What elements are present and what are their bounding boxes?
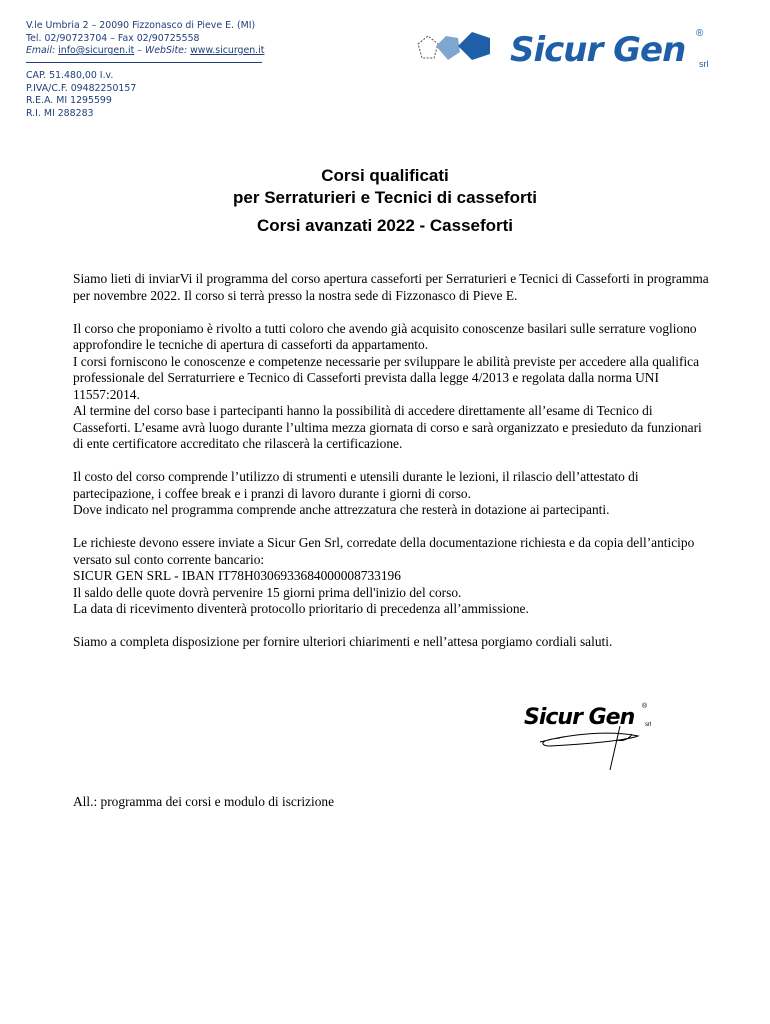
handwritten-signature-icon	[540, 726, 638, 770]
body-line: Siamo a completa disposizione per fornire ulteriori chiarimenti e nell’attesa porgiamo cordiali saluti.	[73, 634, 613, 649]
logo-wordmark: Sicur Gen	[510, 30, 686, 70]
ri-number: R.I. MI 288283	[26, 107, 94, 119]
logo-registered: ®	[696, 28, 704, 39]
stamp-registered: ®	[642, 703, 648, 710]
body-line: Dove indicato nel programma comprende anche attrezzatura che resterà in dotazione ai partecipanti.	[73, 502, 610, 517]
title-line-2: per Serraturieri e Tecnici di casseforti	[233, 188, 537, 207]
body-line: Il saldo delle quote dovrà pervenire 15 giorni prima dell'inizio del corso.	[73, 584, 462, 600]
iban-line: SICUR GEN SRL - IBAN IT78H0306933684000008733196	[73, 568, 401, 583]
attachment-note: All.: programma dei corsi e modulo di iscrizione	[73, 794, 335, 809]
title-line-3: Corsi avanzati 2022 - Casseforti	[256, 216, 514, 235]
email-web-line	[26, 45, 264, 58]
paragraph-course	[73, 321, 713, 453]
phone: Tel. 02/90723704 – Fax 02/90725558	[26, 32, 200, 44]
stamp-wordmark: Sicur Gen	[524, 705, 635, 730]
body-line: I corsi forniscono le conoscenze e competenze necessarie per sviluppare le abilità previste per accedere alla qualifica professionale del Serraturriere e Tecnico di Casseforti prevista dalla legge 4/2013 e regolata dalla norma UNI 11557:2014.	[73, 353, 700, 402]
body-line: Siamo lieti di inviarVi il programma del corso apertura casseforti per Serraturieri e Tecnici di Casseforti in programma per novembre 2022. Il corso si terrà presso la nostra sede di Fizzonasco di Pieve E.	[73, 271, 709, 303]
letter-body	[73, 271, 713, 667]
letterhead-contact	[26, 20, 264, 58]
email-link[interactable]: info@sicurgen.it	[58, 45, 135, 56]
capital: CAP. 51.480,00 I.v.	[26, 70, 114, 81]
vat-number: P.IVA/C.F. 09482250157	[26, 82, 137, 94]
body-line: Al termine del corso base i partecipanti hanno la possibilità di accedere direttamente all’esame di Tecnico di Casseforti. L’esame avrà luogo durante l’ultima mezza giornata di corso e sarà organizzato e presieduto da funzionari di ente certificatore accreditato che rilascerà la certificazione.	[73, 403, 702, 451]
logo-pentagon-dark-icon	[458, 32, 490, 60]
body-line: Il corso che proponiamo è rivolto a tutti coloro che avendo già acquisito conoscenze basilari sulle serrature vogliono approfondire le tecniche di apertura di casseforti da appartamento.	[73, 320, 697, 352]
paragraph-cost	[73, 469, 713, 519]
body-line: La data di ricevimento diventerà protocollo prioritario di precedenza all’ammissione.	[73, 601, 529, 616]
web-link[interactable]: www.sicurgen.it	[190, 45, 265, 56]
title-line-1: Corsi qualificati	[321, 166, 449, 185]
email-label: Email:	[26, 45, 56, 56]
body-line: Le richieste devono essere inviate a Sicur Gen Srl, corredate della documentazione richiesta e da copia dell’anticipo versato sul conto corrente bancario:	[73, 535, 695, 567]
stamp-suffix: srl	[645, 722, 652, 728]
logo-suffix: srl	[699, 59, 709, 69]
sicur-gen-logo	[414, 24, 714, 70]
web-label: – WebSite:	[137, 45, 188, 56]
address: V.le Umbria 2 – 20090 Fizzonasco di Pieve E. (MI)	[26, 20, 256, 31]
logo-outline-pentagon-icon	[418, 36, 438, 58]
paragraph-requests	[73, 535, 713, 618]
paragraph-intro	[73, 271, 713, 304]
paragraph-closing	[73, 634, 713, 651]
body-line: Il costo del corso comprende l’utilizzo di strumenti e utensili durante le lezioni, il rilascio dell’attestato di partecipazione, i coffee break e i pranzi di lavoro durante i giorni di corso.	[73, 469, 639, 501]
letterhead-divider	[26, 62, 262, 63]
letterhead-registry	[26, 70, 136, 120]
logo-pentagon-light-icon	[436, 36, 460, 60]
rea-number: R.E.A. MI 1295599	[26, 95, 112, 106]
signature-stamp	[520, 700, 660, 780]
